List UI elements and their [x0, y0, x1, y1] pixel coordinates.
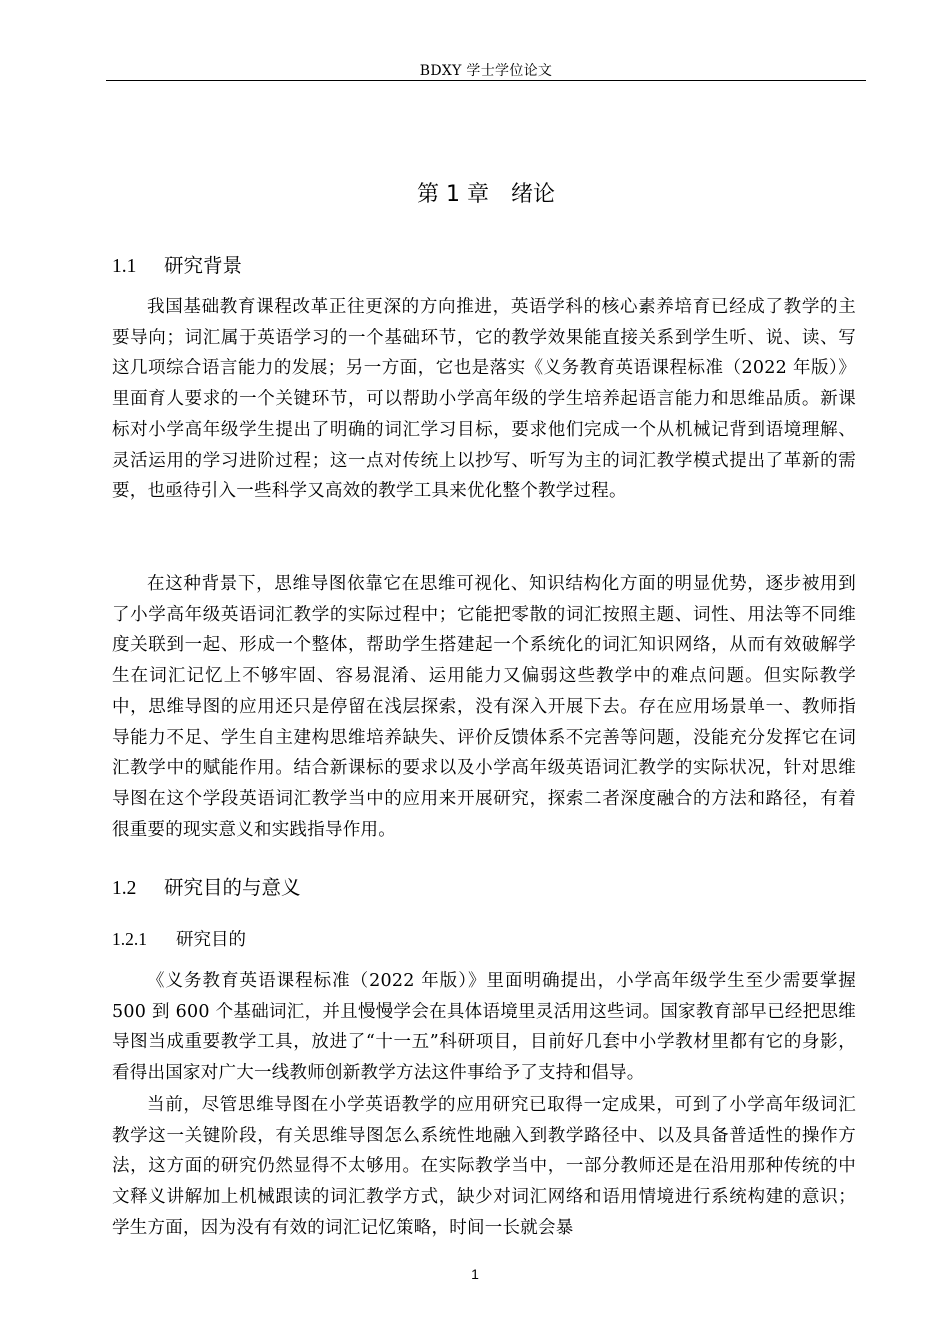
section-number: 1.2 — [112, 878, 137, 899]
section-number: 1.1 — [112, 256, 137, 277]
section-title: 研究背景 — [164, 254, 243, 277]
section-title: 研究目的与意义 — [164, 876, 301, 899]
paragraph-purpose-1: 《义务教育英语课程标准（2022 年版）》里面明确提出，小学高年级学生至少需要掌握 500 到 600 个基础词汇，并且慢慢学会在具体语境里灵活用这些词。国家教育部早已经把思维导图当成重要教学工具，放进了“十一五”科研项目，目前好几套中小学教材里都有它的身影，看得出国家对广大一线教师创新教学方法这件事给予了支持和倡导。 — [112, 971, 856, 1084]
running-header: BDXY 学士学位论文 — [419, 63, 553, 79]
section-heading-1-1 — [112, 252, 242, 281]
chapter-heading-text: 绪论 — [510, 182, 555, 207]
subsection-heading-1-2-1 — [112, 926, 246, 953]
subsection-title: 研究目的 — [176, 930, 246, 950]
paragraph-background-2: 在这种背景下，思维导图依靠它在思维可视化、知识结构化方面的明显优势，逐步被用到了小学高年级英语词汇教学的实际过程中；它能把零散的词汇按照主题、词性、用法等不同维度关联到一起、形成一个整体，帮助学生搭建起一个系统化的词汇知识网络，从而有效破解学生在词汇记忆上不够牢固、容易混淆、运用能力又偏弱这些教学中的难点问题。但实际教学中，思维导图的应用还只是停留在浅层探索，没有深入开展下去。存在应用场景单一、教师指导能力不足、学生自主建构思维培养缺失、评价反馈体系不完善等问题，没能充分发挥它在词汇教学中的赋能作用。结合新课标的要求以及小学高年级英语词汇教学的实际状况，针对思维导图在这个学段英语词汇教学当中的应用来开展研究，探索二者深度融合的方法和路径，有着很重要的现实意义和实践指导作用。 — [112, 574, 856, 840]
chapter-number: 第 1 章 — [417, 182, 489, 207]
paragraph-purpose-2: 当前，尽管思维导图在小学英语教学的应用研究已取得一定成果，可到了小学高年级词汇教学这一关键阶段，有关思维导图怎么系统性地融入到教学路径中、以及具备普适性的操作方法，这方面的研究仍然显得不太够用。在实际教学当中，一部分教师还是在沿用那种传统的中文释义讲解加上机械跟读的词汇教学方式，缺少对词汇网络和语用情境进行系统构建的意识；学生方面，因为没有有效的词汇记忆策略，时间一长就会暴 — [112, 1095, 856, 1238]
page-number: 1 — [471, 1266, 479, 1282]
header-rule — [106, 80, 866, 81]
section-heading-1-2 — [112, 874, 301, 903]
paragraph-background-1: 我国基础教育课程改革正往更深的方向推进，英语学科的核心素养培育已经成了教学的主要导向；词汇属于英语学习的一个基础环节，它的教学效果能直接关系到学生听、说、读、写这几项综合语言能力的发展；另一方面，它也是落实《义务教育英语课程标准（2022 年版）》里面育人要求的一个关键环节，可以帮助小学高年级的学生培养起语言能力和思维品质。新课标对小学高年级学生提出了明确的词汇学习目标，要求他们完成一个从机械记背到语境理解、灵活运用的学习进阶过程；这一点对传统上以抄写、听写为主的词汇教学模式提出了革新的需要，也亟待引入一些科学又高效的教学工具来优化整个教学过程。 — [112, 297, 856, 502]
subsection-number: 1.2.1 — [112, 929, 147, 949]
chapter-title — [106, 180, 866, 210]
